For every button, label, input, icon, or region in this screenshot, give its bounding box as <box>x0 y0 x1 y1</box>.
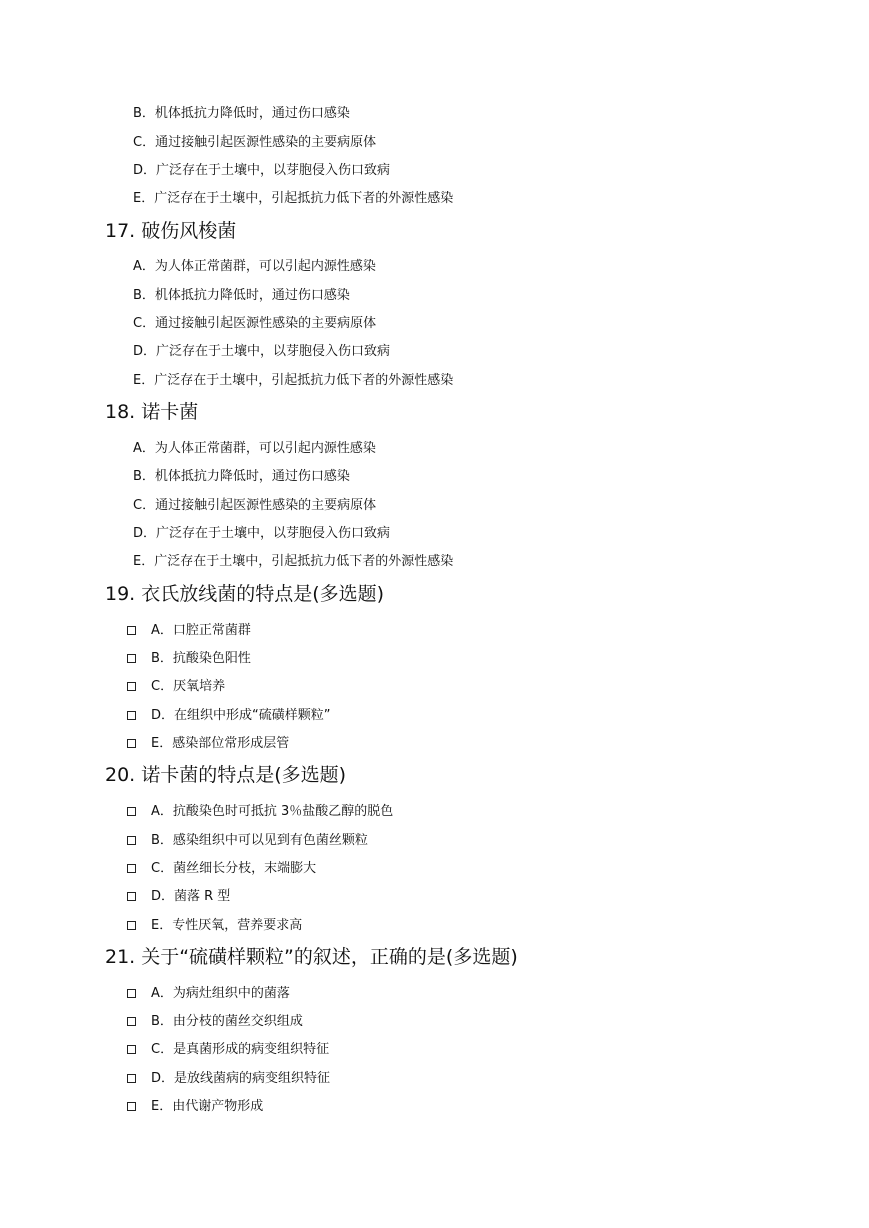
option-line: E．广泛存在于土壤中，引起抵抗力低下者的外源性感染 <box>133 191 454 206</box>
option-label: A．为病灶组织中的菌落 <box>151 986 290 1001</box>
checkbox-option[interactable] <box>127 987 290 1000</box>
option-label: B．抗酸染色阳性 <box>151 651 251 666</box>
option-label: E．感染部位常形成层管 <box>151 736 290 751</box>
checkbox-icon[interactable] <box>127 921 136 930</box>
checkbox-option[interactable] <box>127 834 368 847</box>
option-line: C．通过接触引起医源性感染的主要病原体 <box>133 316 377 331</box>
question-title <box>105 766 346 785</box>
checkbox-option[interactable] <box>127 652 251 665</box>
checkbox-icon[interactable] <box>127 864 136 873</box>
checkbox-icon[interactable] <box>127 892 136 901</box>
question-text: 破伤风梭菌 <box>141 220 237 242</box>
question-number: 17. <box>105 220 136 242</box>
option-label: C．是真菌形成的病变组织特征 <box>151 1042 330 1057</box>
option-line: C．通过接触引起医源性感染的主要病原体 <box>133 498 377 513</box>
option-label: B．感染组织中可以见到有色菌丝颗粒 <box>151 833 368 848</box>
checkbox-icon[interactable] <box>127 654 136 663</box>
checkbox-option[interactable] <box>127 1100 263 1113</box>
option-label: C．厌氧培养 <box>151 679 226 694</box>
option-label: D．是放线菌病的病变组织特征 <box>151 1071 331 1086</box>
option-line: A．为人体正常菌群，可以引起内源性感染 <box>133 441 376 456</box>
question-number: 19. <box>105 583 136 605</box>
option-label: C．菌丝细长分枝，末端膨大 <box>151 861 317 876</box>
option-line: D．广泛存在于土壤中，以芽胞侵入伤口致病 <box>133 344 391 359</box>
checkbox-option[interactable] <box>127 862 316 875</box>
checkbox-option[interactable] <box>127 1072 330 1085</box>
checkbox-icon[interactable] <box>127 1045 136 1054</box>
question-number: 18. <box>105 401 136 423</box>
question-text: 诺卡菌 <box>141 401 199 423</box>
checkbox-option[interactable] <box>127 890 230 903</box>
question-title <box>105 948 518 967</box>
checkbox-icon[interactable] <box>127 711 136 720</box>
checkbox-icon[interactable] <box>127 682 136 691</box>
option-label: E．由代谢产物形成 <box>151 1099 264 1114</box>
checkbox-icon[interactable] <box>127 1074 136 1083</box>
checkbox-option[interactable] <box>127 1015 303 1028</box>
option-label: E．专性厌氧，营养要求高 <box>151 918 303 933</box>
option-line: B．机体抵抗力降低时，通过伤口感染 <box>133 106 350 121</box>
checkbox-option[interactable] <box>127 737 289 750</box>
option-line: D．广泛存在于土壤中，以芽胞侵入伤口致病 <box>133 526 391 541</box>
checkbox-option[interactable] <box>127 1043 329 1056</box>
question-number: 20. <box>105 764 136 786</box>
question-title <box>105 403 198 422</box>
question-title <box>105 585 384 604</box>
checkbox-option[interactable] <box>127 680 225 693</box>
option-line: B．机体抵抗力降低时，通过伤口感染 <box>133 469 350 484</box>
option-label: A．抗酸染色时可抵抗 3％盐酸乙醇的脱色 <box>151 804 394 819</box>
question-text: 诺卡菌的特点是(多选题) <box>141 764 347 786</box>
option-label: D．在组织中形成“硫磺样颗粒” <box>151 708 331 723</box>
question-title <box>105 222 236 241</box>
option-line: B．机体抵抗力降低时，通过伤口感染 <box>133 288 350 303</box>
option-line: E．广泛存在于土壤中，引起抵抗力低下者的外源性感染 <box>133 554 454 569</box>
checkbox-icon[interactable] <box>127 739 136 748</box>
option-line: E．广泛存在于土壤中，引起抵抗力低下者的外源性感染 <box>133 373 454 388</box>
checkbox-icon[interactable] <box>127 1102 136 1111</box>
checkbox-option[interactable] <box>127 919 302 932</box>
checkbox-icon[interactable] <box>127 626 136 635</box>
question-text: 关于“硫磺样颗粒”的叙述，正确的是(多选题) <box>141 946 518 968</box>
checkbox-option[interactable] <box>127 805 393 818</box>
option-label: D．菌落 R 型 <box>151 889 231 904</box>
option-line: A．为人体正常菌群，可以引起内源性感染 <box>133 259 376 274</box>
question-number: 21. <box>105 946 136 968</box>
option-label: B．由分枝的菌丝交织组成 <box>151 1014 303 1029</box>
checkbox-icon[interactable] <box>127 807 136 816</box>
question-text: 衣氏放线菌的特点是(多选题) <box>141 583 385 605</box>
checkbox-option[interactable] <box>127 624 251 637</box>
option-line: D．广泛存在于土壤中，以芽胞侵入伤口致病 <box>133 163 391 178</box>
option-line: C．通过接触引起医源性感染的主要病原体 <box>133 135 377 150</box>
checkbox-option[interactable] <box>127 709 330 722</box>
checkbox-icon[interactable] <box>127 836 136 845</box>
option-label: A．口腔正常菌群 <box>151 623 251 638</box>
checkbox-icon[interactable] <box>127 1017 136 1026</box>
checkbox-icon[interactable] <box>127 989 136 998</box>
